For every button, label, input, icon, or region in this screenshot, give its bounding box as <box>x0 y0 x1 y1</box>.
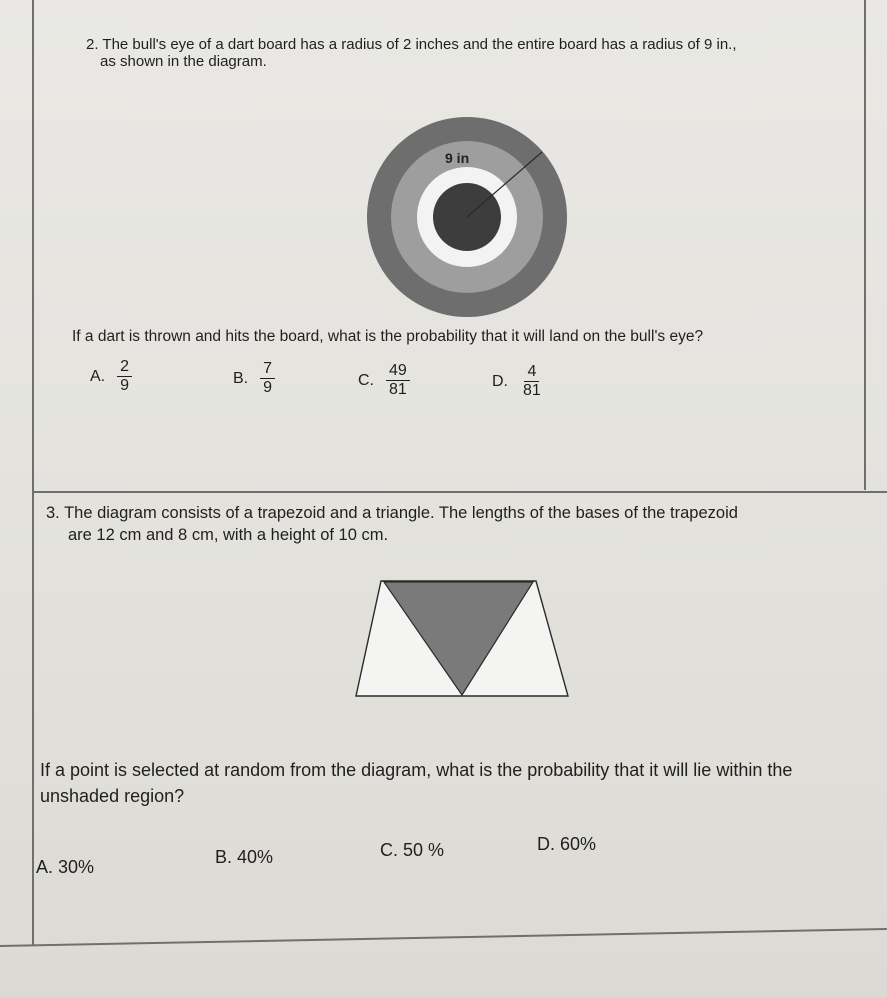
choice-3c[interactable]: C. 50 % <box>380 840 445 860</box>
choice-2a[interactable]: A. $\frac{2}{9}$ <box>90 358 132 395</box>
question-3-line2: are 12 cm and 8 cm, with a height of 10 cm. <box>68 526 389 544</box>
question-3-number: 3. <box>46 504 60 522</box>
section-divider <box>32 491 887 493</box>
question-2-number: 2. <box>86 36 99 53</box>
question-3-stem-line1: If a point is selected at random from the diagram, what is the probability that it will lie within the <box>40 760 793 780</box>
fraction: $\frac{4}{81}$ <box>523 363 541 399</box>
fraction: $\frac{49}{81}$ <box>386 362 410 399</box>
choice-3d[interactable]: D. 60% <box>537 834 597 854</box>
question-2-line2: as shown in the diagram. <box>100 53 267 70</box>
question-3-line1: The diagram consists of a trapezoid and a triangle. The lengths of the bases of the trapezoid <box>64 504 738 522</box>
choice-3a[interactable]: A. 30% <box>36 857 95 877</box>
question-3-stem <box>40 757 880 809</box>
question-2-line1: The bull's eye of a dart board has a radius of 2 inches and the entire board has a radius of 9 in., <box>102 36 737 53</box>
dartboard-diagram <box>0 0 887 340</box>
question-2-stem: If a dart is thrown and hits the board, what is the probability that it will land on the bull's eye? <box>72 328 704 345</box>
fraction: $\frac{2}{9}$ <box>117 358 132 395</box>
choice-2c[interactable]: C. $\frac{49}{81}$ <box>358 362 410 399</box>
choice-2b[interactable]: B. $\frac{7}{9}$ <box>233 360 275 397</box>
question-3-text <box>46 502 846 546</box>
trapezoid-diagram <box>0 570 887 730</box>
choice-2d[interactable]: D. $\frac{4}{81}$ <box>492 363 544 400</box>
radius-label: 9 in <box>445 150 470 166</box>
fraction: $\frac{7}{9}$ <box>260 360 275 397</box>
bottom-divider <box>0 928 887 947</box>
question-3-stem-line2: unshaded region? <box>40 786 185 806</box>
choice-3b[interactable]: B. 40% <box>215 847 274 867</box>
